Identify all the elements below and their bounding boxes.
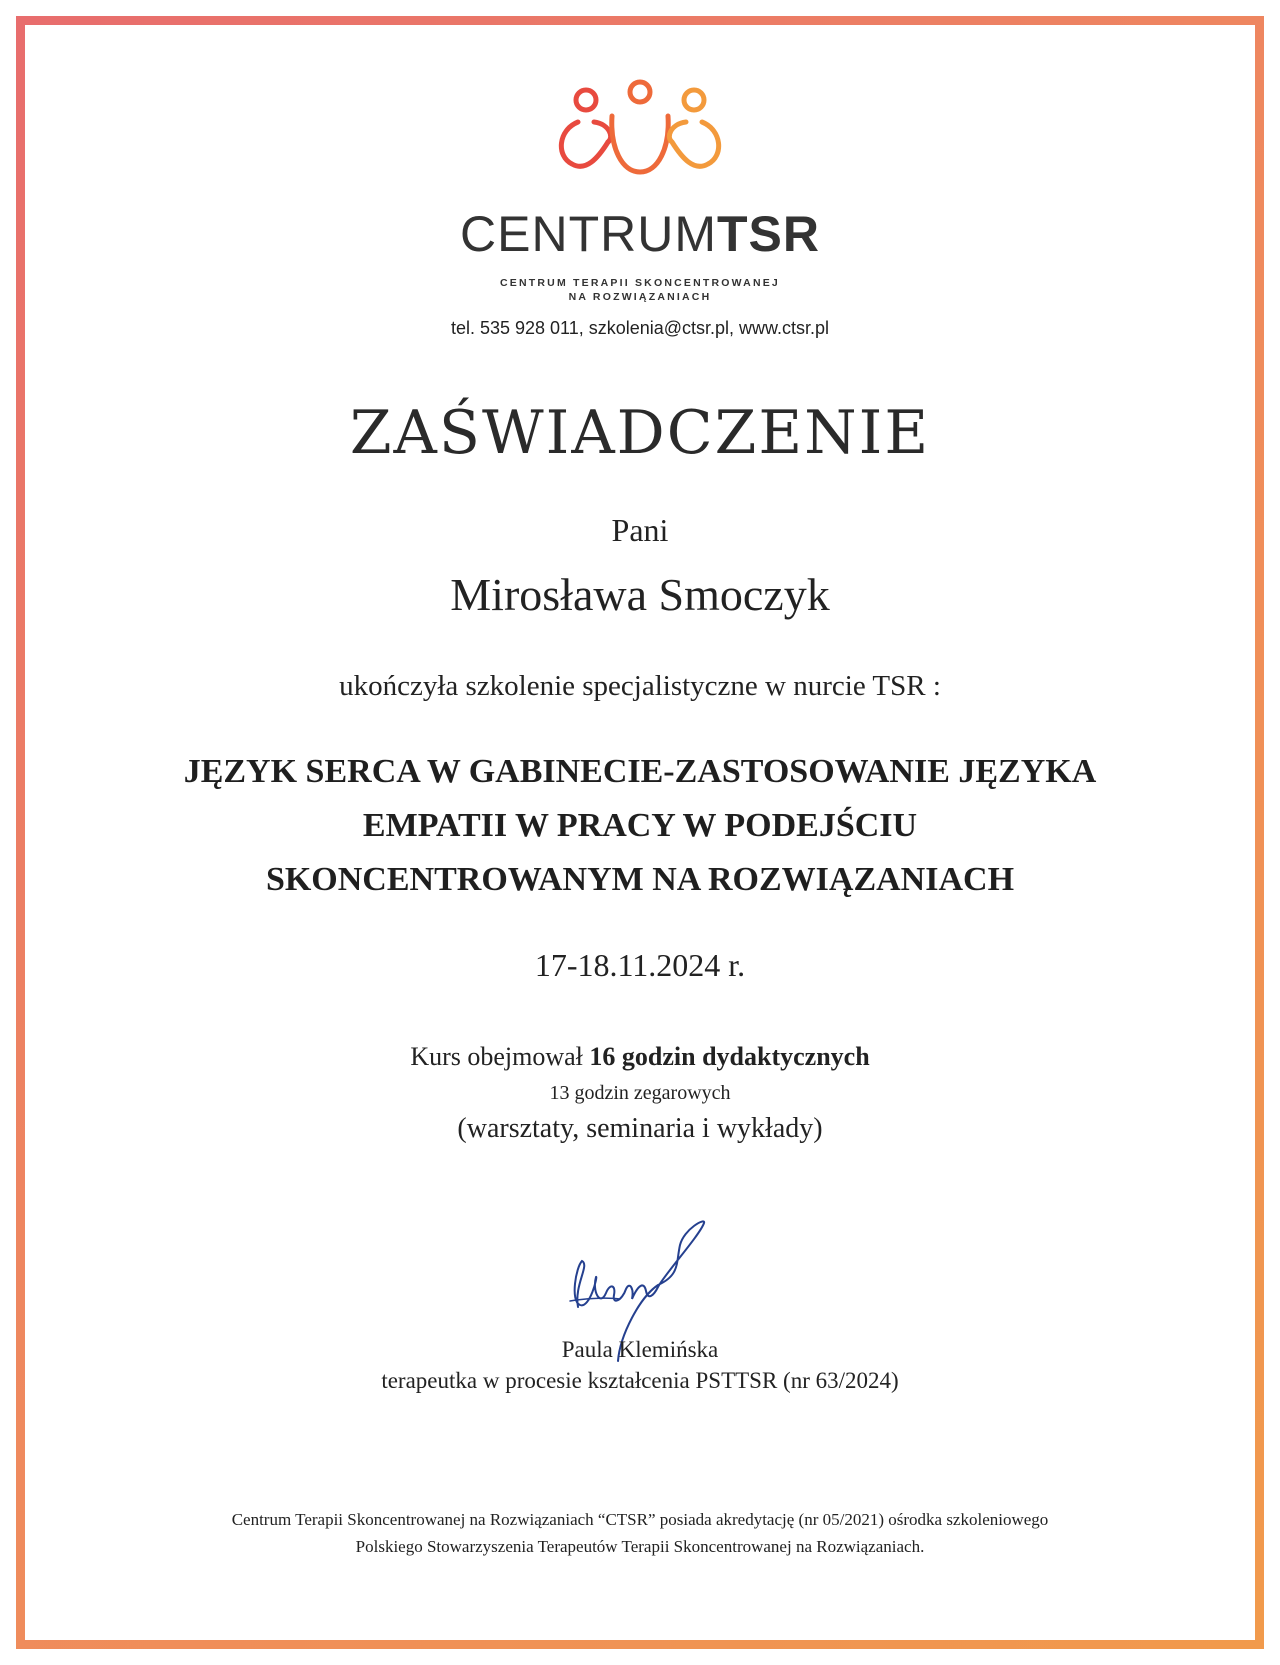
brand-name-bold: TSR — [716, 206, 820, 262]
brand-subtitle — [0, 276, 1280, 304]
certificate-title: ZAŚWIADCZENIE — [349, 398, 931, 468]
completion-statement: ukończyła szkolenie specjalistyczne w nurcie TSR : — [339, 670, 941, 702]
contact-info: tel. 535 928 011, szkolenia@ctsr.pl, www.ctsr.pl — [450, 318, 830, 338]
brand-subtitle-line2: NA ROZWIĄZANIACH — [568, 291, 712, 303]
signer-name: Paula Klemińska — [561, 1337, 719, 1362]
course-title — [0, 745, 1280, 907]
salutation: Pani — [611, 512, 669, 548]
course-forms: (warsztaty, seminaria i wykłady) — [457, 1113, 823, 1144]
recipient-name: Mirosława Smoczyk — [450, 569, 830, 620]
course-title-line3: SKONCENTROWANYM NA ROZWIĄZANIACH — [265, 861, 1015, 898]
course-title-line1: JĘZYK SERCA W GABINECIE-ZASTOSOWANIE JĘZYKA — [183, 753, 1097, 790]
course-hours-bold: 16 godzin dydaktycznych — [589, 1042, 870, 1071]
footer-line2: Polskiego Stowarzyszenia Terapeutów Terapii Skoncentrowanej na Rozwiązaniach. — [355, 1537, 925, 1556]
ctsr-logo — [0, 78, 1280, 183]
course-hours-prefix: Kurs obejmował — [410, 1042, 590, 1071]
signer-role: terapeutka w procesie kształcenia PSTTSR (nr 63/2024) — [381, 1368, 899, 1393]
footer-line1: Centrum Terapii Skoncentrowanej na Rozwiązaniach “CTSR” posiada akredytację (nr 05/2021) ośrodka szkoleniowego — [231, 1510, 1049, 1529]
course-hours — [0, 1042, 1280, 1072]
people-logo-icon — [550, 78, 730, 183]
course-title-line2: EMPATII W PRACY W PODEJŚCIU — [362, 807, 918, 844]
brand-name — [0, 205, 1280, 263]
brand-name-light: CENTRUM — [460, 206, 717, 262]
accreditation-footer — [0, 1506, 1280, 1560]
clock-hours: 13 godzin zegarowych — [549, 1082, 731, 1104]
brand-subtitle-line1: CENTRUM TERAPII SKONCENTROWANEJ — [500, 277, 780, 289]
course-date: 17-18.11.2024 r. — [534, 947, 746, 983]
